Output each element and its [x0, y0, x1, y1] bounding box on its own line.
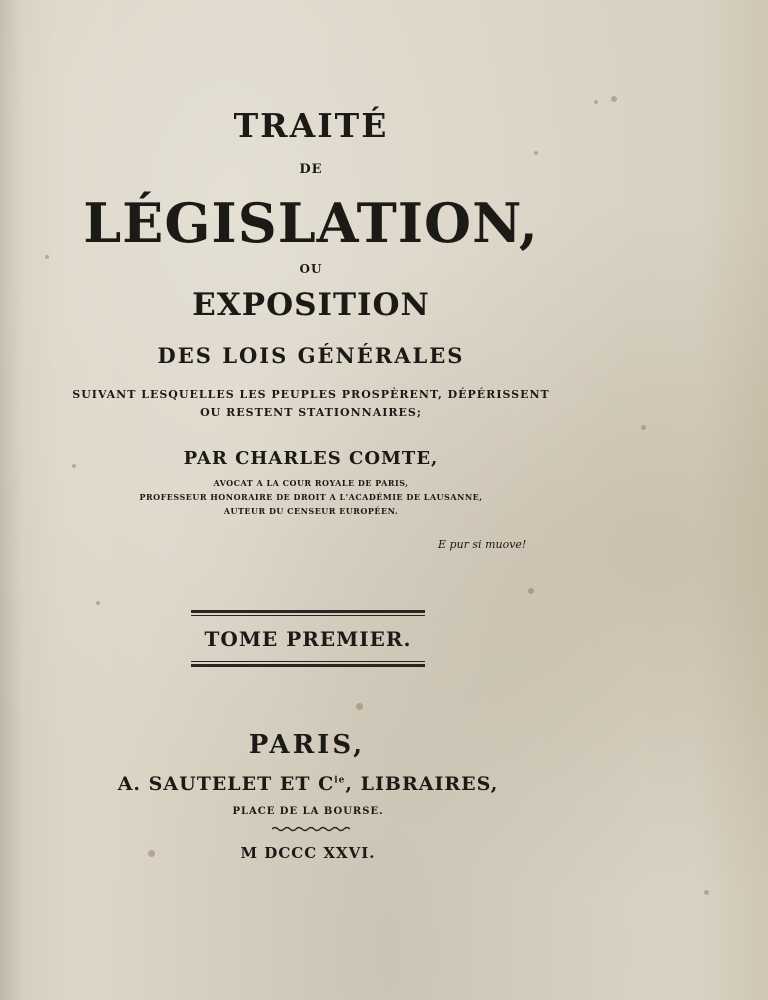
author-credential-2: PROFESSEUR HONORAIRE DE DROIT A L'ACADÉMIE DE LAUSANNE,	[139, 492, 483, 502]
author-line: PAR CHARLES COMTE,	[183, 448, 439, 469]
double-rule-bottom-thin	[191, 661, 425, 662]
title-lois-generales: DES LOIS GÉNÉRALES	[157, 343, 465, 368]
foxing-spot	[45, 255, 49, 259]
foxing-spot	[594, 100, 598, 104]
double-rule-top	[191, 610, 425, 613]
title-ou: OU	[299, 262, 323, 276]
foxing-spot	[611, 96, 617, 102]
epigraph: E pur si muove!	[438, 538, 527, 551]
wavy-ornament	[272, 826, 350, 832]
foxing-spot	[96, 601, 100, 605]
imprint-address: PLACE DE LA BOURSE.	[232, 806, 384, 817]
foxing-spot	[528, 588, 534, 594]
double-rule-bottom	[191, 664, 425, 667]
double-rule-top-thin	[191, 615, 425, 616]
foxing-spot	[704, 890, 709, 895]
subtitle-line-1: SUIVANT LESQUELLES LES PEUPLES PROSPÈRENT, DÉPÉRISSENT	[72, 388, 550, 401]
foxing-spot	[534, 151, 538, 155]
volume-label: TOME PREMIER.	[204, 627, 412, 651]
title-traite: TRAITÉ	[233, 106, 389, 145]
subtitle-line-2: OU RESTENT STATIONNAIRES;	[200, 406, 422, 419]
author-credential-1: AVOCAT A LA COUR ROYALE DE PARIS,	[213, 478, 409, 488]
foxing-spot	[641, 425, 646, 430]
title-legislation: LÉGISLATION,	[83, 191, 539, 255]
title-exposition: EXPOSITION	[192, 287, 430, 323]
imprint-publisher	[0, 773, 692, 795]
publisher-superscript: ie	[334, 775, 346, 786]
imprint-date: M DCCC XXVI.	[240, 844, 376, 862]
publisher-name: A. SAUTELET ET C	[117, 773, 335, 795]
imprint-city: PARIS,	[248, 730, 366, 760]
author-credential-3: AUTEUR DU CENSEUR EUROPÉEN.	[223, 506, 399, 516]
publisher-role: , LIBRAIRES,	[345, 773, 499, 795]
foxing-spot	[356, 703, 363, 710]
title-de: DE	[299, 162, 323, 177]
